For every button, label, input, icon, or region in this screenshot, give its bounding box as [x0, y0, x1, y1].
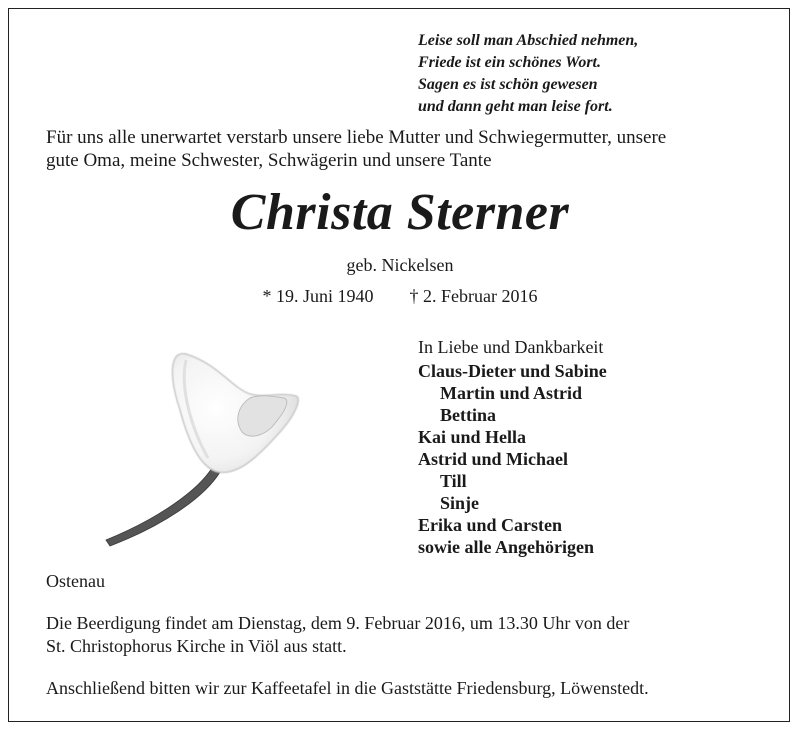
calla-lily-image	[100, 340, 320, 550]
poem	[418, 30, 638, 118]
mourner-entry: Sinje	[440, 493, 480, 513]
intro-line: Für uns alle unerwartet verstarb unsere liebe Mutter und Schwiegermutter, unsere	[46, 127, 667, 148]
mourner-entry: Claus-Dieter und Sabine	[418, 361, 607, 381]
coffee-invitation: Anschließend bitten wir zur Kaffeetafel in die Gaststätte Friedensburg, Löwenstedt.	[46, 678, 649, 698]
lily-stem	[106, 468, 220, 546]
poem-line: Friede ist ein schönes Wort.	[418, 54, 601, 71]
poem-line: Leise soll man Abschied nehmen,	[418, 32, 639, 49]
intro-line: gute Oma, meine Schwester, Schwägerin und unsere Tante	[46, 150, 492, 171]
poem-line: und dann geht man leise fort.	[418, 98, 613, 115]
mourner-entry: Kai und Hella	[418, 427, 527, 447]
mourner-entry: sowie alle Angehörigen	[418, 537, 594, 557]
poem-line: Sagen es ist schön gewesen	[418, 76, 598, 93]
mourners-lead: In Liebe und Dankbarkeit	[418, 337, 604, 357]
deceased-name: Christa Sterner	[230, 184, 570, 241]
life-dates	[0, 285, 800, 307]
mourner-entry: Till	[440, 471, 467, 491]
funeral-info	[46, 612, 629, 658]
funeral-line: Die Beerdigung findet am Dienstag, dem 9. Februar 2016, um 13.30 Uhr von der	[46, 613, 630, 633]
mourner-entry: Bettina	[440, 405, 496, 425]
mourner-entry: Martin und Astrid	[440, 383, 583, 403]
funeral-line: St. Christophorus Kirche in Viöl aus statt.	[46, 636, 347, 656]
death-date: † 2. Februar 2016	[409, 286, 538, 306]
place-name: Ostenau	[46, 571, 105, 591]
mourner-entry: Erika und Carsten	[418, 515, 563, 535]
mourners-list	[418, 336, 607, 558]
maiden-name: geb. Nickelsen	[346, 255, 454, 275]
birth-date: * 19. Juni 1940	[262, 286, 374, 306]
intro-text	[46, 126, 766, 172]
mourner-entry: Astrid und Michael	[418, 449, 569, 469]
